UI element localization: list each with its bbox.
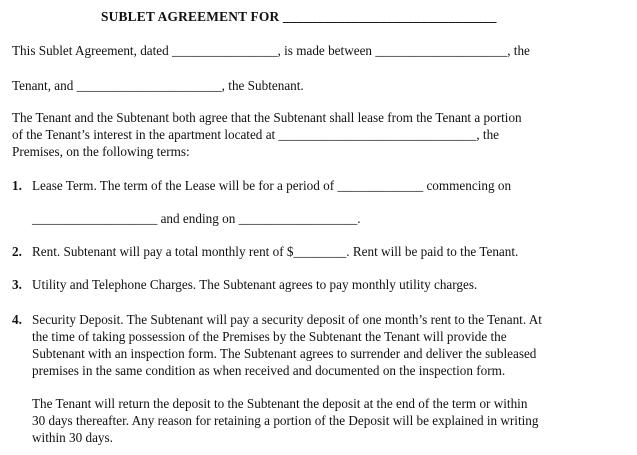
term-4-line-5: The Tenant will return the deposit to the Subtenant the deposit at the end of the term or within bbox=[32, 396, 528, 411]
term-2-line-1: Rent. Subtenant will pay a total monthly rent of $________. Rent will be paid to the Tenant. bbox=[32, 244, 519, 259]
premises-line-3: Premises, on the following terms: bbox=[12, 144, 190, 159]
term-4-line-1: Security Deposit. The Subtenant will pay a security deposit of one month’s rent to the Tenant. At bbox=[32, 312, 542, 327]
term-1-number: 1. bbox=[12, 178, 22, 193]
term-3-line-1: Utility and Telephone Charges. The Subtenant agrees to pay monthly utility charges. bbox=[32, 277, 478, 292]
premises-line-1: The Tenant and the Subtenant both agree that the Subtenant shall lease from the Tenant a portion bbox=[12, 110, 522, 125]
premises-line-2: of the Tenant’s interest in the apartment located at ______________________________, the bbox=[12, 127, 500, 142]
term-3-number: 3. bbox=[12, 277, 22, 292]
term-4-line-4: premises in the same condition as when received and documented on the inspection form. bbox=[32, 363, 506, 378]
term-4-line-2: the time of taking possession of the Premises by the Subtenant the Tenant will provide the bbox=[32, 329, 507, 344]
term-2-number: 2. bbox=[12, 244, 22, 259]
term-4-line-6: 30 days thereafter. Any reason for retaining a portion of the Deposit will be explained in writing bbox=[32, 413, 539, 428]
term-4-number: 4. bbox=[12, 312, 22, 327]
intro-line-2: Tenant, and ______________________, the Subtenant. bbox=[12, 78, 304, 93]
term-1-line-2: ___________________ and ending on __________________. bbox=[32, 211, 361, 226]
term-4-line-7: within 30 days. bbox=[32, 430, 113, 445]
term-1-line-1: Lease Term. The term of the Lease will be for a period of _____________ commencing on bbox=[32, 178, 512, 193]
intro-line-1: This Sublet Agreement, dated ________________, is made between ____________________, the bbox=[12, 43, 530, 58]
document-title: SUBLET AGREEMENT FOR _______________________________ bbox=[101, 9, 497, 24]
term-4-line-3: Subtenant with an inspection form. The Subtenant agrees to surrender and deliver the subleased bbox=[32, 346, 537, 361]
